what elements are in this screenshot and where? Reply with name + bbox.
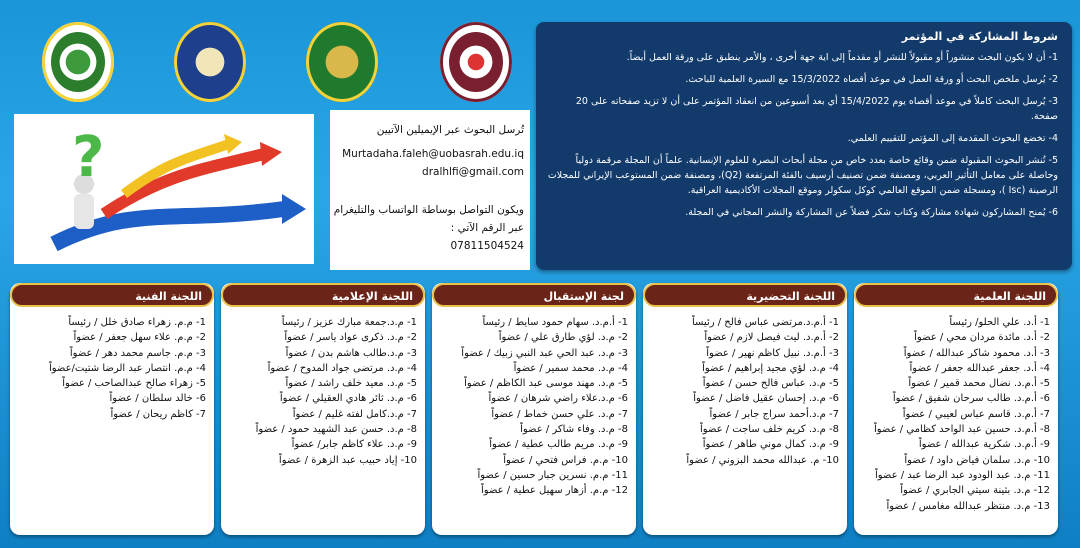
contact-intro: تُرسل البحوث عبر الإيميلين الآتيين: [376, 124, 524, 136]
member-list: [12, 315, 206, 422]
list-item: 3- أ.م.د. نبيل كاظم نهير / عضواً: [706, 347, 839, 359]
condition-item: 6- يُمنح المشاركون شهادة مشاركة وكتاب شكر فضلاً عن المشاركة والنشر المجاني في المجلة.: [685, 207, 1058, 218]
research-journal-logo: [440, 22, 512, 102]
list-item: 12- م.م. أزهار سهيل عطية / عضواً: [481, 485, 628, 497]
list-item: 4- أ.د. جعفر عبدالله جعفر / عضواً: [909, 362, 1050, 374]
list-item: 8- م.د. كريم خلف ساجت / عضواً: [700, 424, 839, 436]
committee-preparatory: [643, 283, 847, 535]
list-item: 7- م.د.أحمد سراج جابر / عضواً: [709, 408, 839, 420]
committee-title: اللجنة الفنية: [10, 283, 214, 307]
list-item: 8- أ.م.د. حسين عبد الواحد كظامي / عضواً: [873, 424, 1050, 436]
condition-item: 3- يُرسل البحث كاملاً في موعد أقصاه يوم 15/4/2022 أي بعد أسبوعين من انعقاد المؤتمر على أن لا تزيد صفحاته على 20 صفحة.: [575, 96, 1058, 122]
list-item: 1- م.د.جمعة مبارك عزيز / رئيساً: [281, 317, 417, 328]
committee-reception: [432, 283, 636, 535]
list-item: 5- أ.م.د. نضال محمد قمير / عضواً: [908, 378, 1050, 390]
list-item: 6- م.د.علاء راضي شرهان / عضواً: [488, 393, 628, 405]
college-logo-green: [42, 22, 114, 102]
list-item: 9- م.د. علاء كاظم جابر/ عضواً: [291, 439, 417, 451]
list-item: 5- زهراء صالح عبدالصاحب / عضواً: [62, 378, 206, 390]
list-item: 11- م.د. عبد الودود عبد الرضا عبد / عضواً: [874, 469, 1050, 481]
committee-title: لجنة الإستقبال: [432, 283, 636, 307]
list-item: 10- إياد حبيب عبد الزهرة / عضواً: [278, 454, 417, 466]
list-item: 13- م.د. منتظر عبدالله مغامس / عضواً: [886, 500, 1050, 512]
committee-media: [221, 283, 425, 535]
contact-channels: ويكون التواصل بوساطة الواتساب والتليغرام: [333, 204, 524, 216]
contact-card: [330, 110, 530, 270]
list-item: 1- أ.د. علي الحلو/ رئيساً: [949, 317, 1050, 328]
committee-title: اللجنة الإعلامية: [221, 283, 425, 307]
list-item: 6- م.د. ثائر هادي العقيلي / عضواً: [279, 393, 417, 405]
list-item: 6- خالد سلطان / عضواً: [109, 393, 206, 405]
list-item: 2- م.م. علاء سهل جعفر / عضواً: [73, 332, 206, 344]
list-item: 10- م.م. فراس فتحي / عضواً: [503, 454, 628, 466]
list-item: 12- م.د. بثينة سيتي الجابري / عضواً: [900, 485, 1050, 497]
member-list: [645, 315, 839, 468]
committee-scientific: [854, 283, 1058, 535]
list-item: 8- م.د. حسن عبد الشهيد حمود / عضواً: [255, 424, 417, 436]
list-item: 3- م.د.طالب هاشم بدن / عضواً: [285, 347, 417, 359]
list-item: 9- م.د. كمال موني طاهر / عضواً: [702, 439, 839, 451]
list-item: 2- أ.م.د. ليث فيصل لازم / عضواً: [704, 332, 839, 344]
list-item: 5- م.د. معيد خلف راشد / عضواً: [285, 378, 417, 390]
condition-item: 2- يُرسل ملخص البحث أو ورقة العمل في موعد أقصاه 15/3/2022 مع السيرة العلمية للباحث.: [685, 74, 1058, 85]
list-item: 1- أ.م.د. سهام حمود سايط / رئيساً: [482, 317, 628, 328]
list-item: 2- م.د. لؤي طارق علي / عضواً: [498, 332, 628, 344]
participation-conditions-panel: [536, 22, 1072, 270]
list-item: 4- م.د. مرتضى جواد المدوح / عضواً: [267, 362, 417, 374]
member-list: [223, 315, 417, 468]
condition-item: 1- أن لا يكون البحث منشوراً أو مقبولاً للنشر أو مقدماً إلى اية جهة أخرى ، والأمر ينطبق على ورقة العمل أيضاً.: [626, 52, 1058, 63]
list-item: 10- م. عبدالله محمد البزوني / عضواً: [686, 454, 839, 466]
list-item: 1- م.م. زهراء صادق خلل / رئيساً: [68, 317, 206, 328]
email-1[interactable]: Murtadaha.faleh@uobasrah.edu.iq: [342, 148, 524, 160]
list-item: 9- أ.م.د. شكرية عبدالله / عضواً: [918, 439, 1050, 451]
list-item: 7- م.د. علي حسن خماط / عضواً: [491, 408, 628, 420]
list-item: 9- م.د. مريم طالب عطية / عضواً: [489, 439, 628, 451]
svg-text:?: ?: [72, 125, 105, 190]
list-item: 2- م.د. ذكرى عواد ياسر / عضواً: [284, 332, 417, 344]
committee-title: اللجنة التحضيرية: [643, 283, 847, 307]
condition-item: 5- تُنشر البحوث المقبولة ضمن وقائع خاصة بعدد خاص من مجلة أبحاث البصرة للعلوم الإنسانية. علماً أن المجلة مرقمة دولياً وحاصلة على معامل التأثير العربي، ومصنفة ضمن تصنيف أرسيف بالفئة المرتفعة (Q2)، ومصنفة ضمن المستوعب الإيراني للمجلات الرصينة (Isc )، ومسجلة ضمن الموقع العالمي كوكل سكولر وموقع المجلات الأكاديمية العراقية.: [547, 155, 1058, 196]
list-item: 10- م.د. سلمان فياض داود / عضواً: [904, 454, 1050, 466]
list-item: 4- م.م. انتصار عبد الرضا شتيت/عضواً: [48, 362, 206, 374]
list-item: 7- م.د.كامل لفته غليم / عضواً: [292, 408, 417, 420]
email-2[interactable]: dralhlfi@gmail.com: [422, 166, 524, 178]
list-item: 6- أ.م.د. طالب سرحان شفيق / عضواً: [892, 393, 1050, 405]
conditions-title: شروط المشاركة في المؤتمر: [901, 30, 1058, 43]
list-item: 3- م.د. عبد الحي عبد النبي زبيك / عضواً: [461, 347, 628, 359]
contact-number-label: عبر الرقم الآتي :: [450, 222, 524, 234]
list-item: 4- م.د. محمد سمير / عضواً: [513, 362, 628, 374]
list-item: 8- م.د. وفاء شاكر / عضواً: [520, 424, 628, 436]
committee-technical: [10, 283, 214, 535]
list-item: 5- م.د. مهند موسى عبد الكاظم / عضواً: [464, 378, 628, 390]
institution-logo-gold: [306, 22, 378, 102]
member-list: [434, 315, 628, 499]
progress-illustration: [14, 114, 314, 264]
list-item: 7- كاظم ريحان / عضواً: [110, 408, 206, 420]
condition-item: 4- تخضع البحوث المقدمة إلى المؤتمر للتقييم العلمي.: [847, 133, 1058, 144]
list-item: 7- أ.م.د. قاسم عباس لعيبي / عضواً: [902, 408, 1050, 420]
committee-title: اللجنة العلمية: [854, 283, 1058, 307]
list-item: 4- م.د. لؤي مجيد إبراهيم / عضواً: [702, 362, 839, 374]
list-item: 6- م.د. إحسان عقيل فاضل / عضواً: [693, 393, 839, 405]
member-list: [856, 315, 1050, 514]
university-of-basrah-logo: [174, 22, 246, 102]
list-item: 3- أ.د. محمود شاكر عبدالله / عضواً: [903, 347, 1050, 359]
list-item: 2- أ.د. مائدة مردان محي / عضواً: [914, 332, 1050, 344]
list-item: 1- أ.م.د.مرتضى عباس فالح / رئيساً: [691, 317, 839, 328]
list-item: 5- م.د. عباس فالح حسن / عضواً: [702, 378, 839, 390]
list-item: 11- م.م. نسرين جبار حسين / عضواً: [477, 469, 628, 481]
list-item: 3- م.م. جاسم محمد دهر / عضواً: [69, 347, 206, 359]
phone-number: 07811504524: [450, 240, 524, 252]
